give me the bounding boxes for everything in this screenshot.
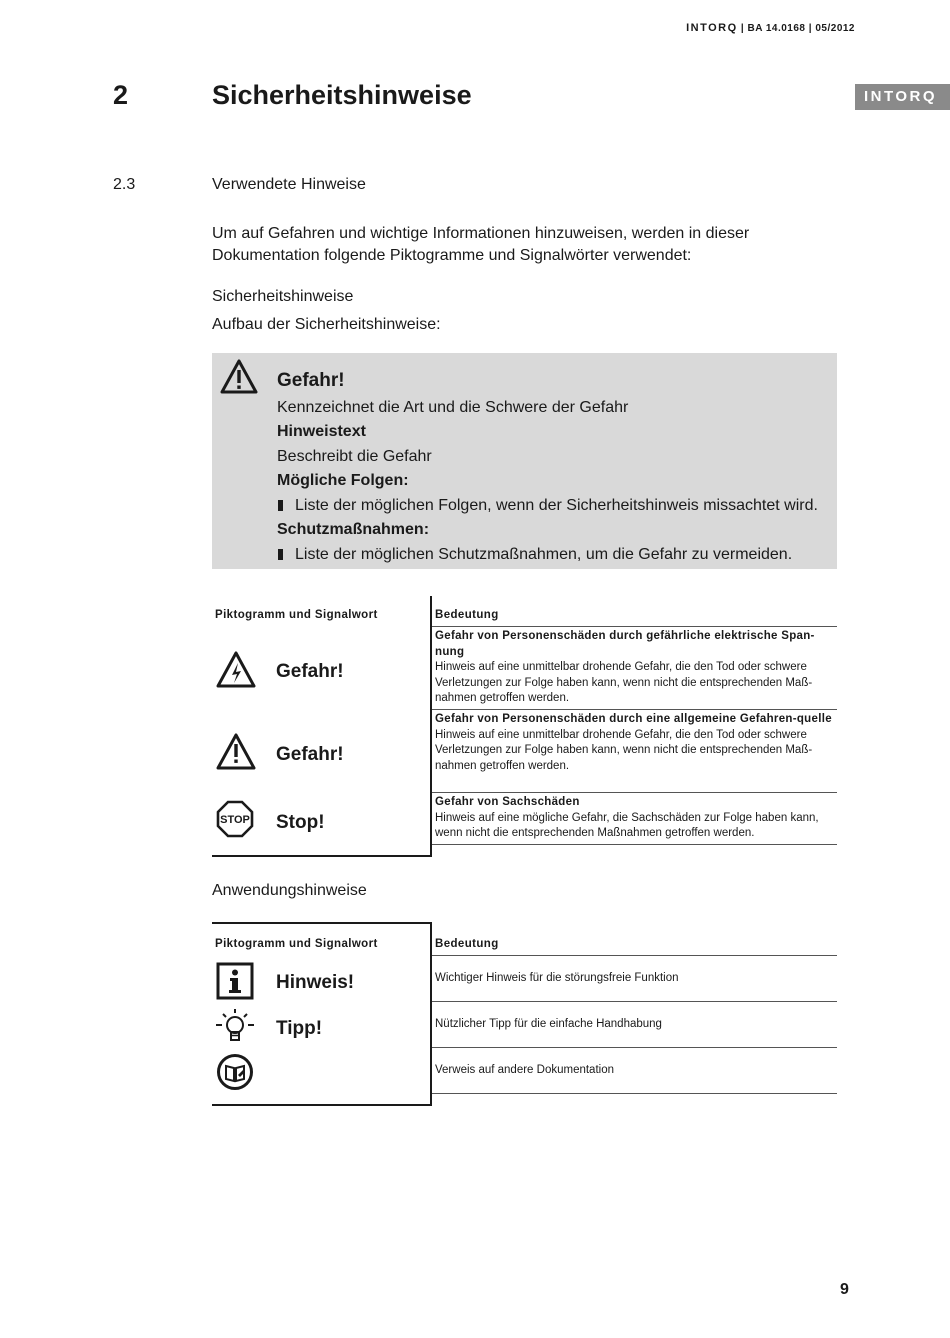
table-bottom-rule	[212, 855, 432, 857]
section-number: 2.3	[113, 176, 136, 193]
table-rule	[432, 1001, 837, 1002]
signal-word: Gefahr!	[276, 661, 344, 682]
running-header	[686, 22, 855, 34]
col-header-meaning: Bedeutung	[435, 938, 499, 950]
table-row	[435, 1063, 835, 1079]
intro-paragraph: Um auf Gefahren und wichtige Informationen hinzuweisen, werden in dieser Dokumentation folgende Piktogramme und Signalwörter verwendet:	[212, 225, 750, 264]
meaning-text: Wichtiger Hinweis für die störungsfreie Funktion	[435, 972, 679, 984]
signal-word: Hinweis!	[276, 972, 355, 993]
measures-item	[277, 543, 832, 568]
meaning-text: Nützlicher Tipp für die einfache Handhabung	[435, 1018, 662, 1030]
table-divider	[430, 922, 432, 1106]
meaning-title: Gefahr von Personenschäden durch eine allgemeine Gefahren-quelle	[435, 713, 832, 725]
table-row	[435, 971, 835, 987]
consequences-label: Mögliche Folgen:	[277, 472, 409, 489]
brand-logo-box: INTORQ	[855, 84, 950, 110]
safety-notice-box	[212, 353, 837, 569]
col-header-pictogram: Piktogramm und Signalwort	[215, 609, 378, 621]
signal-word: Stop!	[276, 812, 325, 833]
book-reference-icon	[216, 1053, 254, 1091]
warning-triangle-icon	[215, 732, 257, 772]
meaning-text: Verweis auf andere Dokumentation	[435, 1064, 614, 1076]
application-heading: Anwendungshinweise	[212, 882, 367, 899]
table-row	[435, 1017, 835, 1033]
notice-text-description: Beschreibt die Gefahr	[277, 447, 432, 465]
table-top-rule	[212, 922, 432, 924]
table-row	[435, 629, 835, 707]
col-header-meaning: Bedeutung	[435, 609, 499, 621]
signal-word: Gefahr!	[276, 744, 344, 765]
electric-hazard-icon	[215, 650, 257, 690]
lightbulb-icon	[214, 1007, 256, 1047]
stop-sign-icon	[216, 800, 254, 838]
structure-label: Aufbau der Sicherheitshinweise:	[212, 316, 441, 333]
measures-label: Schutzmaßnahmen:	[277, 521, 430, 538]
chapter-number: 2	[113, 80, 129, 110]
header-doc-ref: | BA 14.0168 | 05/2012	[740, 23, 855, 34]
table-rule	[432, 844, 837, 845]
meaning-text: Hinweis auf eine mögliche Gefahr, die Sachschäden zur Folge haben kann, wenn nicht die entsprechenden Maßnahmen getroffen werden.	[435, 811, 819, 839]
signal-word: Gefahr!	[277, 370, 345, 391]
table-bottom-rule	[212, 1104, 432, 1106]
page-number: 9	[840, 1281, 849, 1298]
warning-triangle-icon	[219, 358, 259, 396]
safety-heading: Sicherheitshinweise	[212, 288, 354, 305]
col-header-pictogram: Piktogramm und Signalwort	[215, 938, 378, 950]
consequences-item-text: Liste der möglichen Folgen, wenn der Sicherheitshinweis missachtet wird.	[295, 496, 818, 514]
signal-word: Tipp!	[276, 1018, 323, 1039]
header-brand: INTORQ	[686, 22, 738, 34]
meaning-title: Gefahr von Personenschäden durch gefährliche elektrische Span-nung	[435, 630, 815, 658]
table-rule	[432, 792, 837, 793]
table-rule	[432, 626, 837, 627]
table-row	[435, 795, 835, 842]
table-rule	[432, 1093, 837, 1094]
chapter-title: Sicherheitshinweise	[212, 80, 472, 110]
meaning-text: Hinweis auf eine unmittelbar drohende Gefahr, die den Tod oder schwere Verletzungen zur Folge haben kann, wenn nicht die entsprechenden Maß-nahmen getroffen werden.	[435, 728, 813, 772]
measures-item-text: Liste der möglichen Schutzmaßnahmen, um die Gefahr zu vermeiden.	[295, 545, 793, 563]
info-icon	[216, 962, 254, 1000]
table-rule	[432, 955, 837, 956]
table-divider	[430, 596, 432, 857]
bullet-marker	[278, 500, 283, 511]
bullet-marker	[278, 549, 283, 560]
meaning-text: Hinweis auf eine unmittelbar drohende Gefahr, die den Tod oder schwere Verletzungen zur Folge haben kann, wenn nicht die entsprechenden Maß-nahmen getroffen werden.	[435, 661, 813, 704]
table-rule	[432, 1047, 837, 1048]
section-title: Verwendete Hinweise	[212, 176, 366, 193]
consequences-item	[277, 494, 832, 519]
notice-text-label: Hinweistext	[277, 423, 366, 440]
table-rule	[432, 709, 837, 710]
svg-text:STOP: STOP	[220, 814, 250, 826]
signal-description: Kennzeichnet die Art und die Schwere der Gefahr	[277, 398, 629, 416]
table-row	[435, 712, 835, 774]
meaning-title: Gefahr von Sachschäden	[435, 796, 580, 808]
